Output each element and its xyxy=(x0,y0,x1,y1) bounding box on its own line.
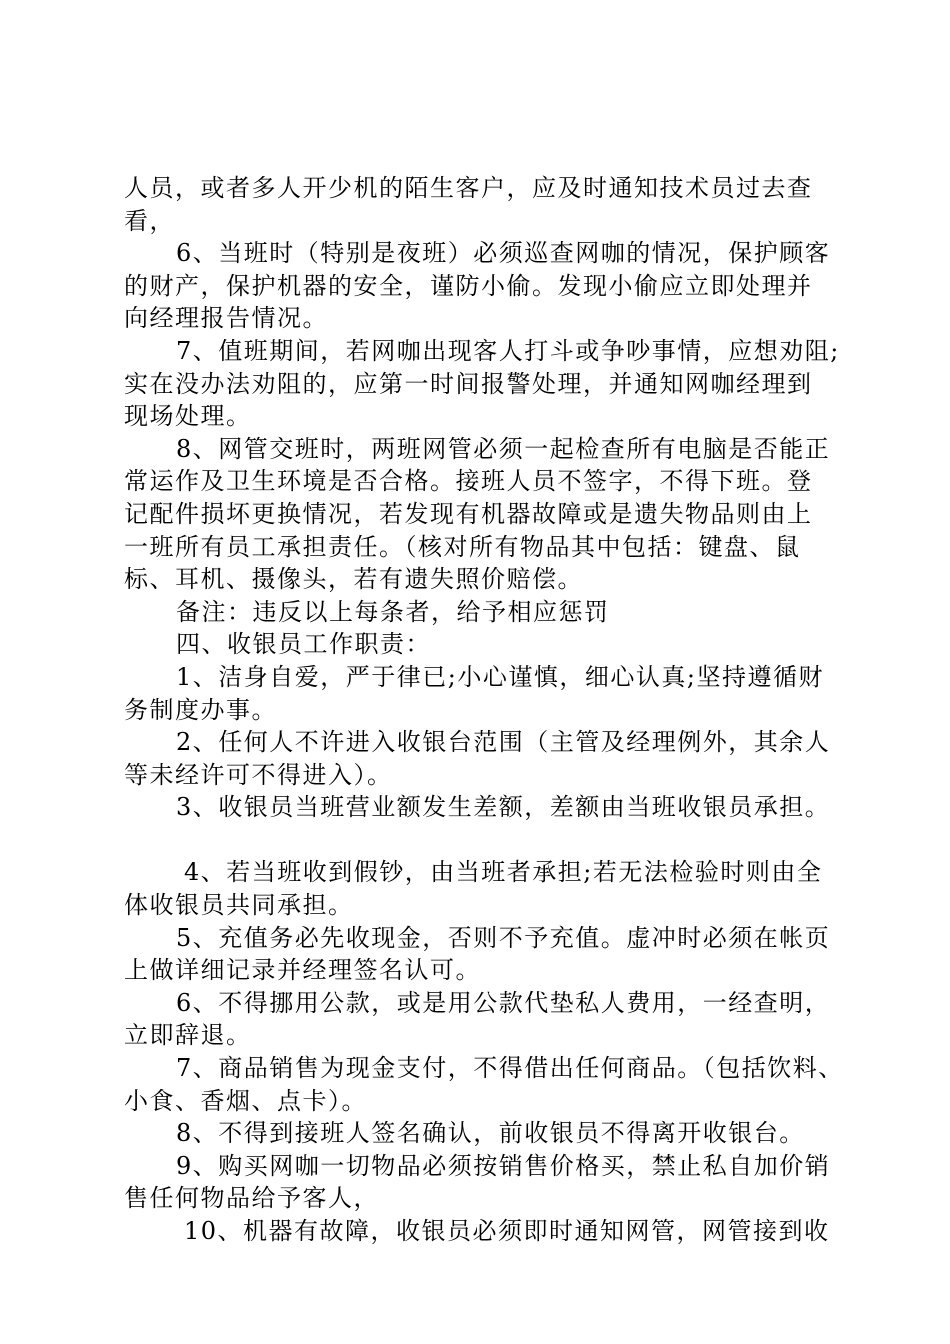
paragraph-line: 务制度办事。 xyxy=(124,695,277,724)
paragraph-line: 10、机器有故障，收银员必须即时通知网管，网管接到收 xyxy=(184,1217,830,1245)
paragraph-line: 7、商品销售为现金支付，不得借出任何商品。（包括饮料、 xyxy=(176,1054,844,1083)
paragraph-line: 8、网管交班时，两班网管必须一起检查所有电脑是否能正 xyxy=(176,434,831,463)
paragraph-line: 小食、香烟、点卡）。 xyxy=(124,1086,367,1115)
blank-line xyxy=(124,824,844,857)
paragraph-line: 3、收银员当班营业额发生差额，差额由当班收银员承担。 xyxy=(176,793,831,822)
paragraph-line: 4、若当班收到假钞，由当班者承担;若无法检验时则由全 xyxy=(184,858,823,887)
paragraph-line: 上做详细记录并经理签名认可。 xyxy=(124,956,481,985)
paragraph-line: 5、充值务必先收现金，否则不予充值。虚冲时必须在帐页 xyxy=(176,923,831,952)
paragraph-line: 人员，或者多人开少机的陌生客户，应及时通知技术员过去查 xyxy=(124,174,813,202)
paragraph-line: 9、购买网咖一切物品必须按销售价格买，禁止私自加价销 xyxy=(176,1151,831,1180)
paragraph-line: 的财产，保护机器的安全，谨防小偷。发现小偷应立即处理并 xyxy=(124,271,813,300)
paragraph-line: 一班所有员工承担责任。（核对所有物品其中包括：键盘、鼠 xyxy=(124,532,801,561)
paragraph-line: 6、不得挪用公款，或是用公款代垫私人费用，一经查明， xyxy=(176,988,831,1017)
section-heading: 四、收银员工作职责： xyxy=(176,630,431,659)
paragraph-line: 立即辞退。 xyxy=(124,1021,252,1050)
paragraph-line: 实在没办法劝阻的，应第一时间报警处理，并通知网咖经理到 xyxy=(124,369,813,398)
document-body xyxy=(124,172,844,1248)
note-line: 备注：违反以上每条者，给予相应惩罚 xyxy=(176,597,610,626)
paragraph-line: 体收银员共同承担。 xyxy=(124,891,354,920)
paragraph-line: 看， xyxy=(124,206,175,235)
paragraph-line: 2、任何人不许进入收银台范围（主管及经理例外，其余人 xyxy=(176,728,831,757)
paragraph-line: 常运作及卫生环境是否合格。接班人员不签字，不得下班。登 xyxy=(124,467,813,496)
paragraph-line: 8、不得到接班人签名确认，前收银员不得离开收银台。 xyxy=(176,1119,805,1148)
paragraph-line: 记配件损坏更换情况，若发现有机器故障或是遗失物品则由上 xyxy=(124,499,813,528)
paragraph-line: 向经理报告情况。 xyxy=(124,304,328,333)
paragraph-line: 标、耳机、摄像头，若有遗失照价赔偿。 xyxy=(124,565,583,594)
paragraph-line: 现场处理。 xyxy=(124,402,252,431)
paragraph-line: 1、洁身自爱，严于律已;小心谨慎，细心认真;坚持遵循财 xyxy=(176,662,824,691)
paragraph-line: 售任何物品给予客人， xyxy=(124,1184,379,1213)
paragraph-line: 等未经许可不得进入）。 xyxy=(124,760,393,789)
paragraph-line: 6、当班时（特别是夜班）必须巡查网咖的情况，保护顾客 xyxy=(176,239,831,268)
paragraph-line: 7、值班期间，若网咖出现客人打斗或争吵事情，应想劝阻; xyxy=(176,336,840,365)
